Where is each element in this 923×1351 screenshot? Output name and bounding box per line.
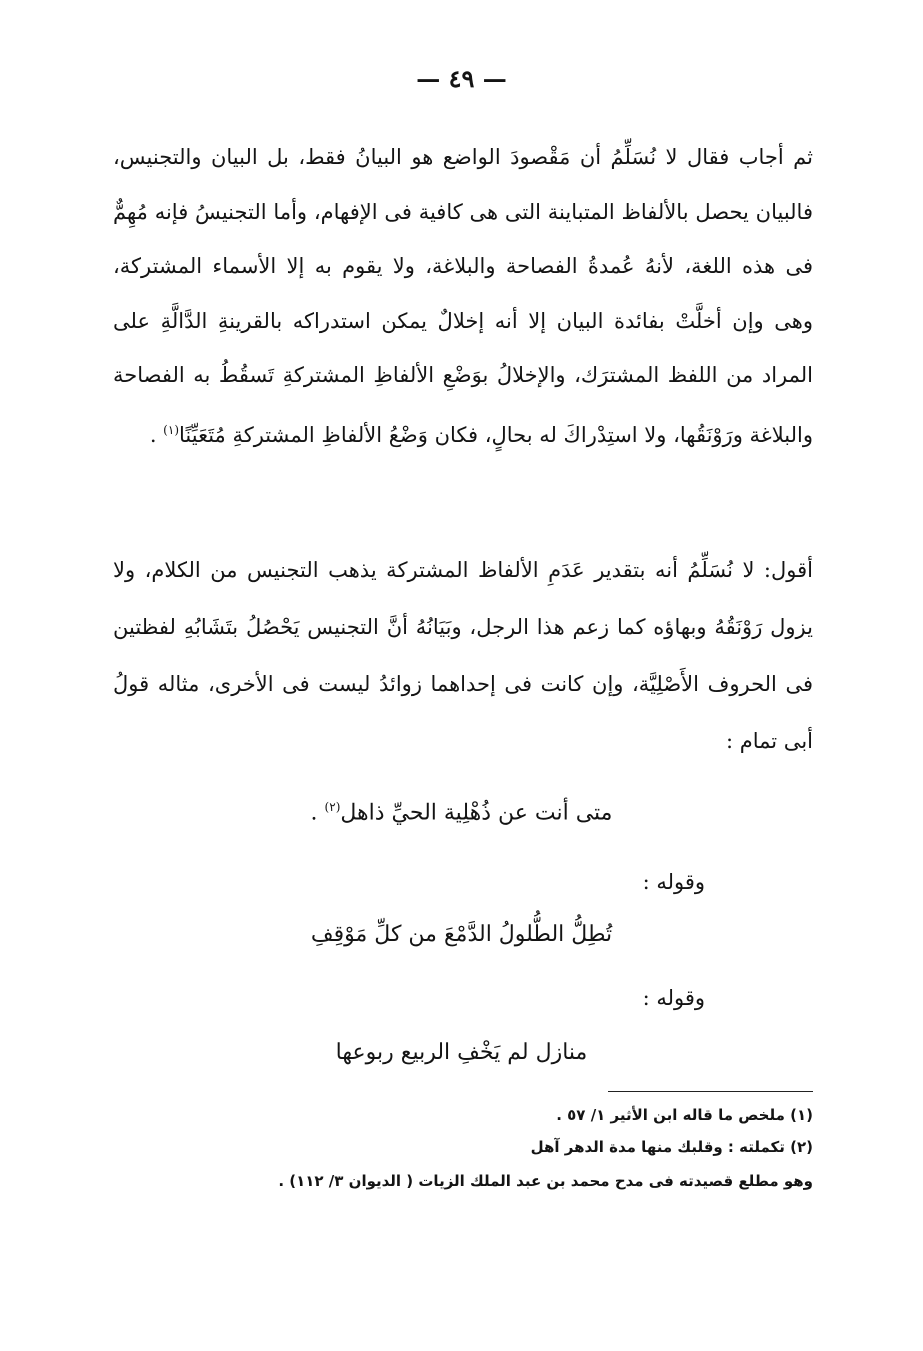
footnote-2-continuation: وهو مطلع قصيدته فى مدح محمد بن عبد الملك الزيات ( الديوان ٣/ ١١٢) . [278, 1172, 813, 1190]
verse-1-end: . [310, 800, 325, 826]
footnotes [93, 1104, 813, 1192]
page-number: — ٤٩ — [416, 64, 507, 93]
paragraph-1-end: . [149, 422, 164, 447]
verse-1-text: متى أنت عن ذُهْلِية الحيِّ ذاهل [340, 800, 613, 826]
paragraph-2-text: أقول: لا نُسَلِّمُ أنه بتقدير عَدَمِ الألفاظ المشتركة يذهب التجنيس من الكلام، ولا يزول رَوْنَقُهُ وبهاؤه كما زعم هذا الرجل، وبَيَانُهُ أنَّ التجنيس يَحْصُلُ بتَشَابُهِ لفظتين فى الحروف الأَصْلِيَّة، وإن كانت فى إحداهما زوائدُ ليست فى الأخرى، مثاله قولُ أبى تمام : [113, 558, 813, 753]
verse-1 [0, 800, 923, 825]
footnote-ref-2[interactable]: (٢) [324, 800, 341, 814]
quote-label-2: وقوله : [642, 986, 705, 1010]
paragraph-1 [113, 130, 813, 462]
paragraph-1-text: ثم أجاب فقال لا نُسَلِّمُ أن مَقْصودَ الواضع هو البيانُ فقط، بل البيان والتجنيس، فالبيان يحصل بالألفاظ المتباينة التى هى كافية فى الإفهام، وأما التجنيسُ فإنه مُهِمٌّ فى هذه اللغة، لأنهُ عُمدةُ الفصاحة والبلاغة، ولا يقوم به إلا الأسماء المشتركة، وهى وإن أخلَّتْ بفائدة البيان إلا أنه إخلالٌ يمكن استدراكه بالقرينةِ الدَّالَّةِ على المراد من اللفظ المشترَك، والإخلالُ بوَضْعِ الألفاظِ المشتركةِ تَسقُطُ به الفصاحة والبلاغة ورَوْنَقُها، ولا استِدْراكَ له بحالٍ، فكان وَضْعُ الألفاظِ المشتركةِ مُتَعَيِّنًا [113, 145, 813, 447]
quote-label-1: وقوله : [642, 870, 705, 894]
paragraph-2 [113, 542, 813, 770]
footnote-1: (١) ملخص ما قاله ابن الأثير ١/ ٥٧ . [556, 1106, 813, 1124]
footnote-2: (٢) تكملته : وقلبك منها مدة الدهر آهل [530, 1138, 813, 1156]
footnote-ref-1[interactable]: (١) [163, 422, 179, 437]
verse-2: تُطِلُّ الطُّلولُ الدَّمْعَ من كلِّ مَوْقِفِ [310, 922, 613, 947]
footnote-divider [608, 1091, 813, 1092]
verse-3: منازل لم يَخْفِ الربيع ربوعها [335, 1040, 588, 1065]
